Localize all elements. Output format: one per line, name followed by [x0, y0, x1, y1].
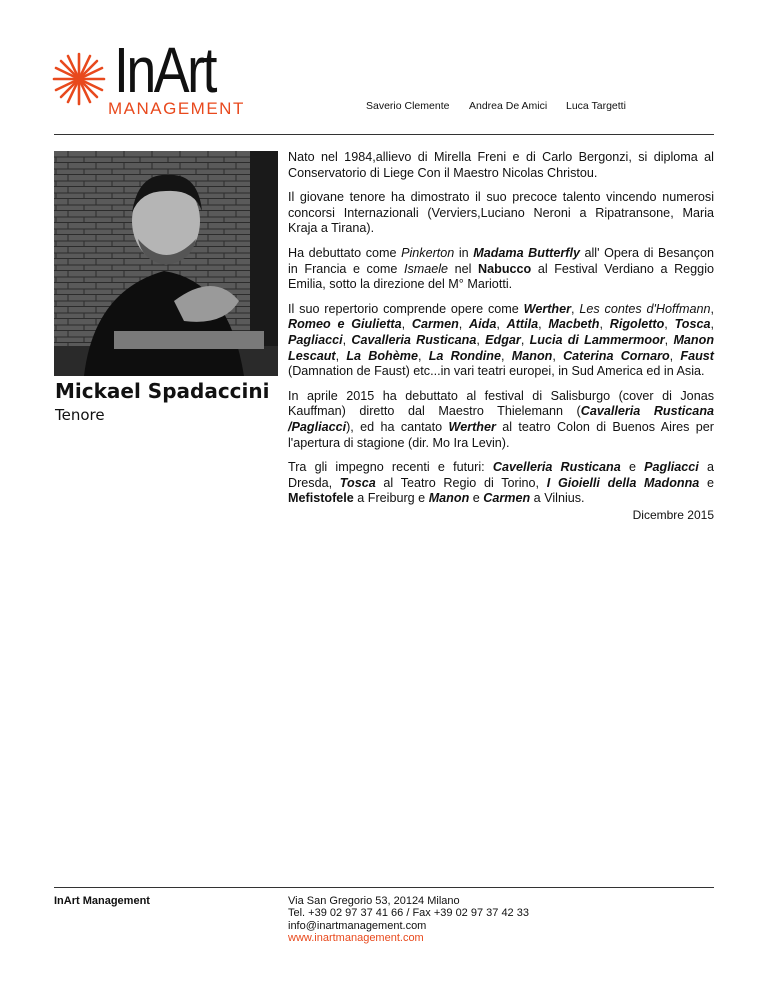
bio-paragraph: Il giovane tenore ha dimostrato il suo precoce talento vincendo numerosi concorsi Internazionali (Verviers,Luciano Neroni a Ripatransone, Maria Kraja a Tirana). — [288, 190, 714, 236]
bio-paragraph: Ha debuttato come Pinkerton in Madama Butterfly all' Opera di Besançon in Francia e come Ismaele nel Nabucco al Festival Verdiano a Reggio Emilia, sotto la direzione del M° Mariotti. — [288, 245, 714, 292]
bio-paragraph: Tra gli impegno recenti e futuri: Cavelleria Rusticana e Pagliacci a Dresda, Tosca al Teatro Regio di Torino, I Gioielli della Madonna e Mefistofele a Freiburg e Manon e Carmen a Vilnius. — [288, 460, 714, 506]
footer-email[interactable]: info@inartmanagement.com — [288, 919, 427, 932]
header-divider — [54, 134, 714, 135]
artist-name: Mickael Spadaccini — [55, 379, 270, 403]
footer-contact — [288, 895, 529, 944]
team-member: Andrea De Amici — [469, 100, 548, 112]
bio-paragraph: Il suo repertorio comprende opere come Werther, Les contes d'Hoffmann, Romeo e Giulietta, Carmen, Aida, Attila, Macbeth, Rigoletto, Tosca, Pagliacci, Cavalleria Rusticana, Edgar, Lucia di Lammermoor, Manon Lescaut, La Bohème, La Rondine, Manon, Caterina Cornaro, Faust (Damnation de Faust) etc...in vari teatri europei, in Sud America ed in Asia. — [288, 301, 715, 379]
logo-subtitle: MANAGEMENT — [108, 99, 245, 118]
biography — [288, 150, 714, 516]
bio-paragraph: Nato nel 1984,allievo di Mirella Freni e di Carlo Bergonzi, si diploma al Conservatorio di Liege Con il Maestro Nicolas Christou. — [288, 150, 714, 180]
portrait-illustration — [54, 151, 278, 376]
team-member: Luca Targetti — [566, 100, 626, 112]
bio-paragraph: In aprile 2015 ha debuttato al festival di Salisburgo (cover di Jonas Kauffman) diretto dal Maestro Thielemann (Cavalleria Rusticana /Pagliacci), ed ha cantato Werther al teatro Colon di Buenos Aires per l'apertura di stagione (dir. Mo Ira Levin). — [288, 388, 715, 450]
footer-website-link[interactable]: www.inartmanagement.com — [288, 931, 424, 944]
footer-phone: Tel. +39 02 97 37 41 66 / Fax +39 02 97 37 42 33 — [288, 907, 529, 920]
inart-logo — [52, 34, 267, 122]
star-burst-icon — [52, 52, 106, 106]
portrait-photo — [54, 151, 278, 376]
footer-divider — [54, 887, 714, 888]
footer-company: InArt Management — [54, 895, 150, 907]
logo-wordmark: InArt — [114, 34, 215, 106]
document-date: Dicembre 2015 — [632, 508, 714, 522]
artist-role: Tenore — [55, 406, 105, 424]
footer-address: Via San Gregorio 53, 20124 Milano — [288, 895, 460, 907]
team-member: Saverio Clemente — [366, 100, 450, 112]
